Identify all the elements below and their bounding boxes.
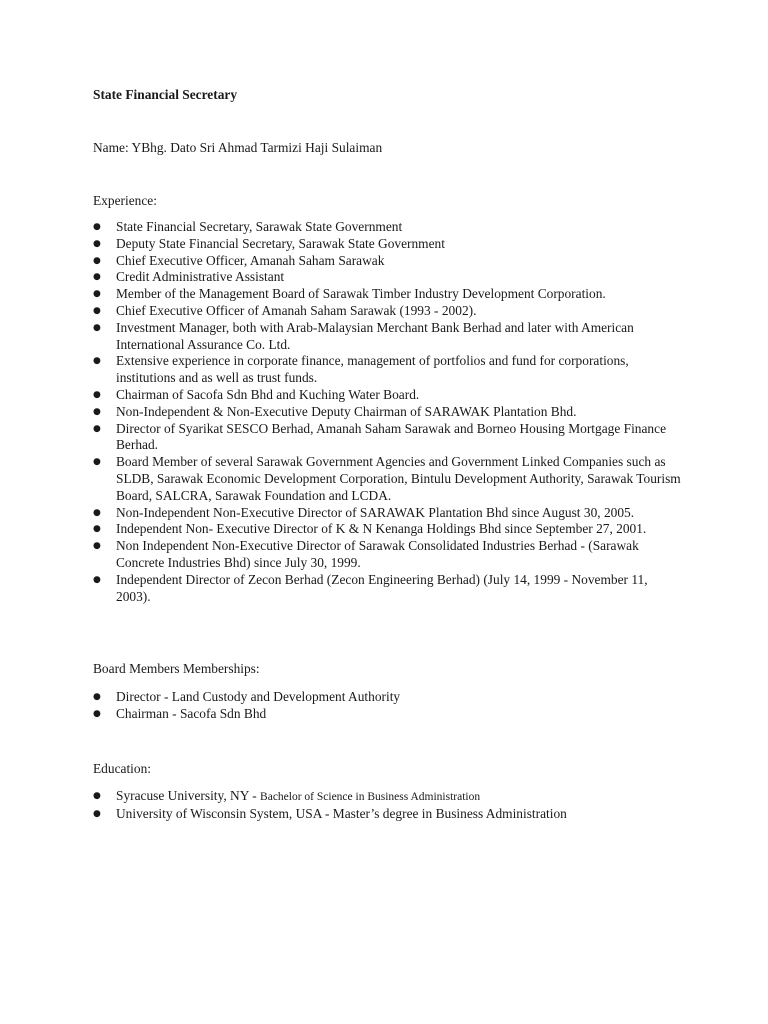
list-item: ● Independent Director of Zecon Berhad (Zecon Engineering Berhad) (July 14, 1999 - November 11, 2003). xyxy=(93,571,648,604)
list-item: ● Deputy State Financial Secretary, Sarawak State Government xyxy=(93,235,445,251)
education-label: Education: xyxy=(93,761,152,776)
board-memberships-list xyxy=(93,689,683,723)
list-item: ● Non-Independent Non-Executive Director of SARAWAK Plantation Bhd since August 30, 2005. xyxy=(93,504,635,520)
list-item: ● Chief Executive Officer of Amanah Saham Sarawak (1993 - 2002). xyxy=(93,302,477,318)
name-line: Name: YBhg. Dato Sri Ahmad Tarmizi Haji Sulaiman xyxy=(93,140,383,155)
bullet-icon: ● xyxy=(93,356,101,367)
list-item: ● Syracuse University, NY - Bachelor of Science in Business Administration xyxy=(93,788,481,803)
bullet-icon: ● xyxy=(93,457,101,468)
bullet-icon: ● xyxy=(93,389,101,400)
bullet-icon: ● xyxy=(93,222,101,232)
experience-label: Experience: xyxy=(93,193,157,208)
list-item: ● Extensive experience in corporate finance, management of portfolios and fund for corporations, institutions and as well as trust funds. xyxy=(93,353,629,386)
bullet-icon: ● xyxy=(93,305,101,316)
education-list xyxy=(93,788,683,823)
bullet-icon: ● xyxy=(93,238,101,249)
list-item: ● Director - Land Custody and Development Authority xyxy=(93,689,401,704)
list-item: ● Non-Independent & Non-Executive Deputy Chairman of SARAWAK Plantation Bhd. xyxy=(93,403,577,419)
bullet-icon: ● xyxy=(93,255,101,266)
experience-list xyxy=(93,219,683,605)
list-item: ● University of Wisconsin System, USA - Master’s degree in Business Administration xyxy=(93,805,567,821)
list-item: ● Non Independent Non-Executive Director of Sarawak Consolidated Industries Berhad - (Sarawak Concrete Industries Bhd) since July 30, 1999. xyxy=(93,538,639,570)
list-item: ● Credit Administrative Assistant xyxy=(93,269,285,285)
list-item: ● Chairman of Sacofa Sdn Bhd and Kuching Water Board. xyxy=(93,386,420,402)
bullet-icon: ● xyxy=(93,423,101,434)
bullet-icon: ● xyxy=(93,791,101,801)
list-item: ● Chairman - Sacofa Sdn Bhd xyxy=(93,705,267,721)
board-memberships-label: Board Members Memberships: xyxy=(93,661,260,676)
list-item: ● Independent Non- Executive Director of K & N Kenanga Holdings Bhd since September 27, 2001. xyxy=(93,521,647,537)
document-title: State Financial Secretary xyxy=(93,87,238,102)
bullet-icon: ● xyxy=(93,808,101,819)
list-item: ● Member of the Management Board of Sarawak Timber Industry Development Corporation. xyxy=(93,286,606,302)
bullet-icon: ● xyxy=(93,692,101,702)
bullet-icon: ● xyxy=(93,541,101,552)
bullet-icon: ● xyxy=(93,708,101,719)
list-item: ● State Financial Secretary, Sarawak State Government xyxy=(93,219,403,234)
bullet-icon: ● xyxy=(93,289,101,300)
bullet-icon: ● xyxy=(93,507,101,518)
list-item: ● Investment Manager, both with Arab-Malaysian Merchant Bank Berhad and later with American International Assurance Co. Ltd. xyxy=(93,319,634,352)
bullet-icon: ● xyxy=(93,524,101,535)
bullet-icon: ● xyxy=(93,574,101,585)
bullet-icon: ● xyxy=(93,322,101,333)
list-item: ● Director of Syarikat SESCO Berhad, Amanah Saham Sarawak and Borneo Housing Mortgage Finance Berhad. xyxy=(93,420,667,453)
bullet-icon: ● xyxy=(93,406,101,417)
list-item: ● Board Member of several Sarawak Government Agencies and Government Linked Companies such as SLDB, Sarawak Economic Development Corporation, Bintulu Development Authority, Sarawak Tourism Board, SALCRA, Sarawak Foundation and LCDA. xyxy=(93,454,681,503)
list-item: ● Chief Executive Officer, Amanah Saham Sarawak xyxy=(93,252,385,268)
bullet-icon: ● xyxy=(93,272,101,283)
